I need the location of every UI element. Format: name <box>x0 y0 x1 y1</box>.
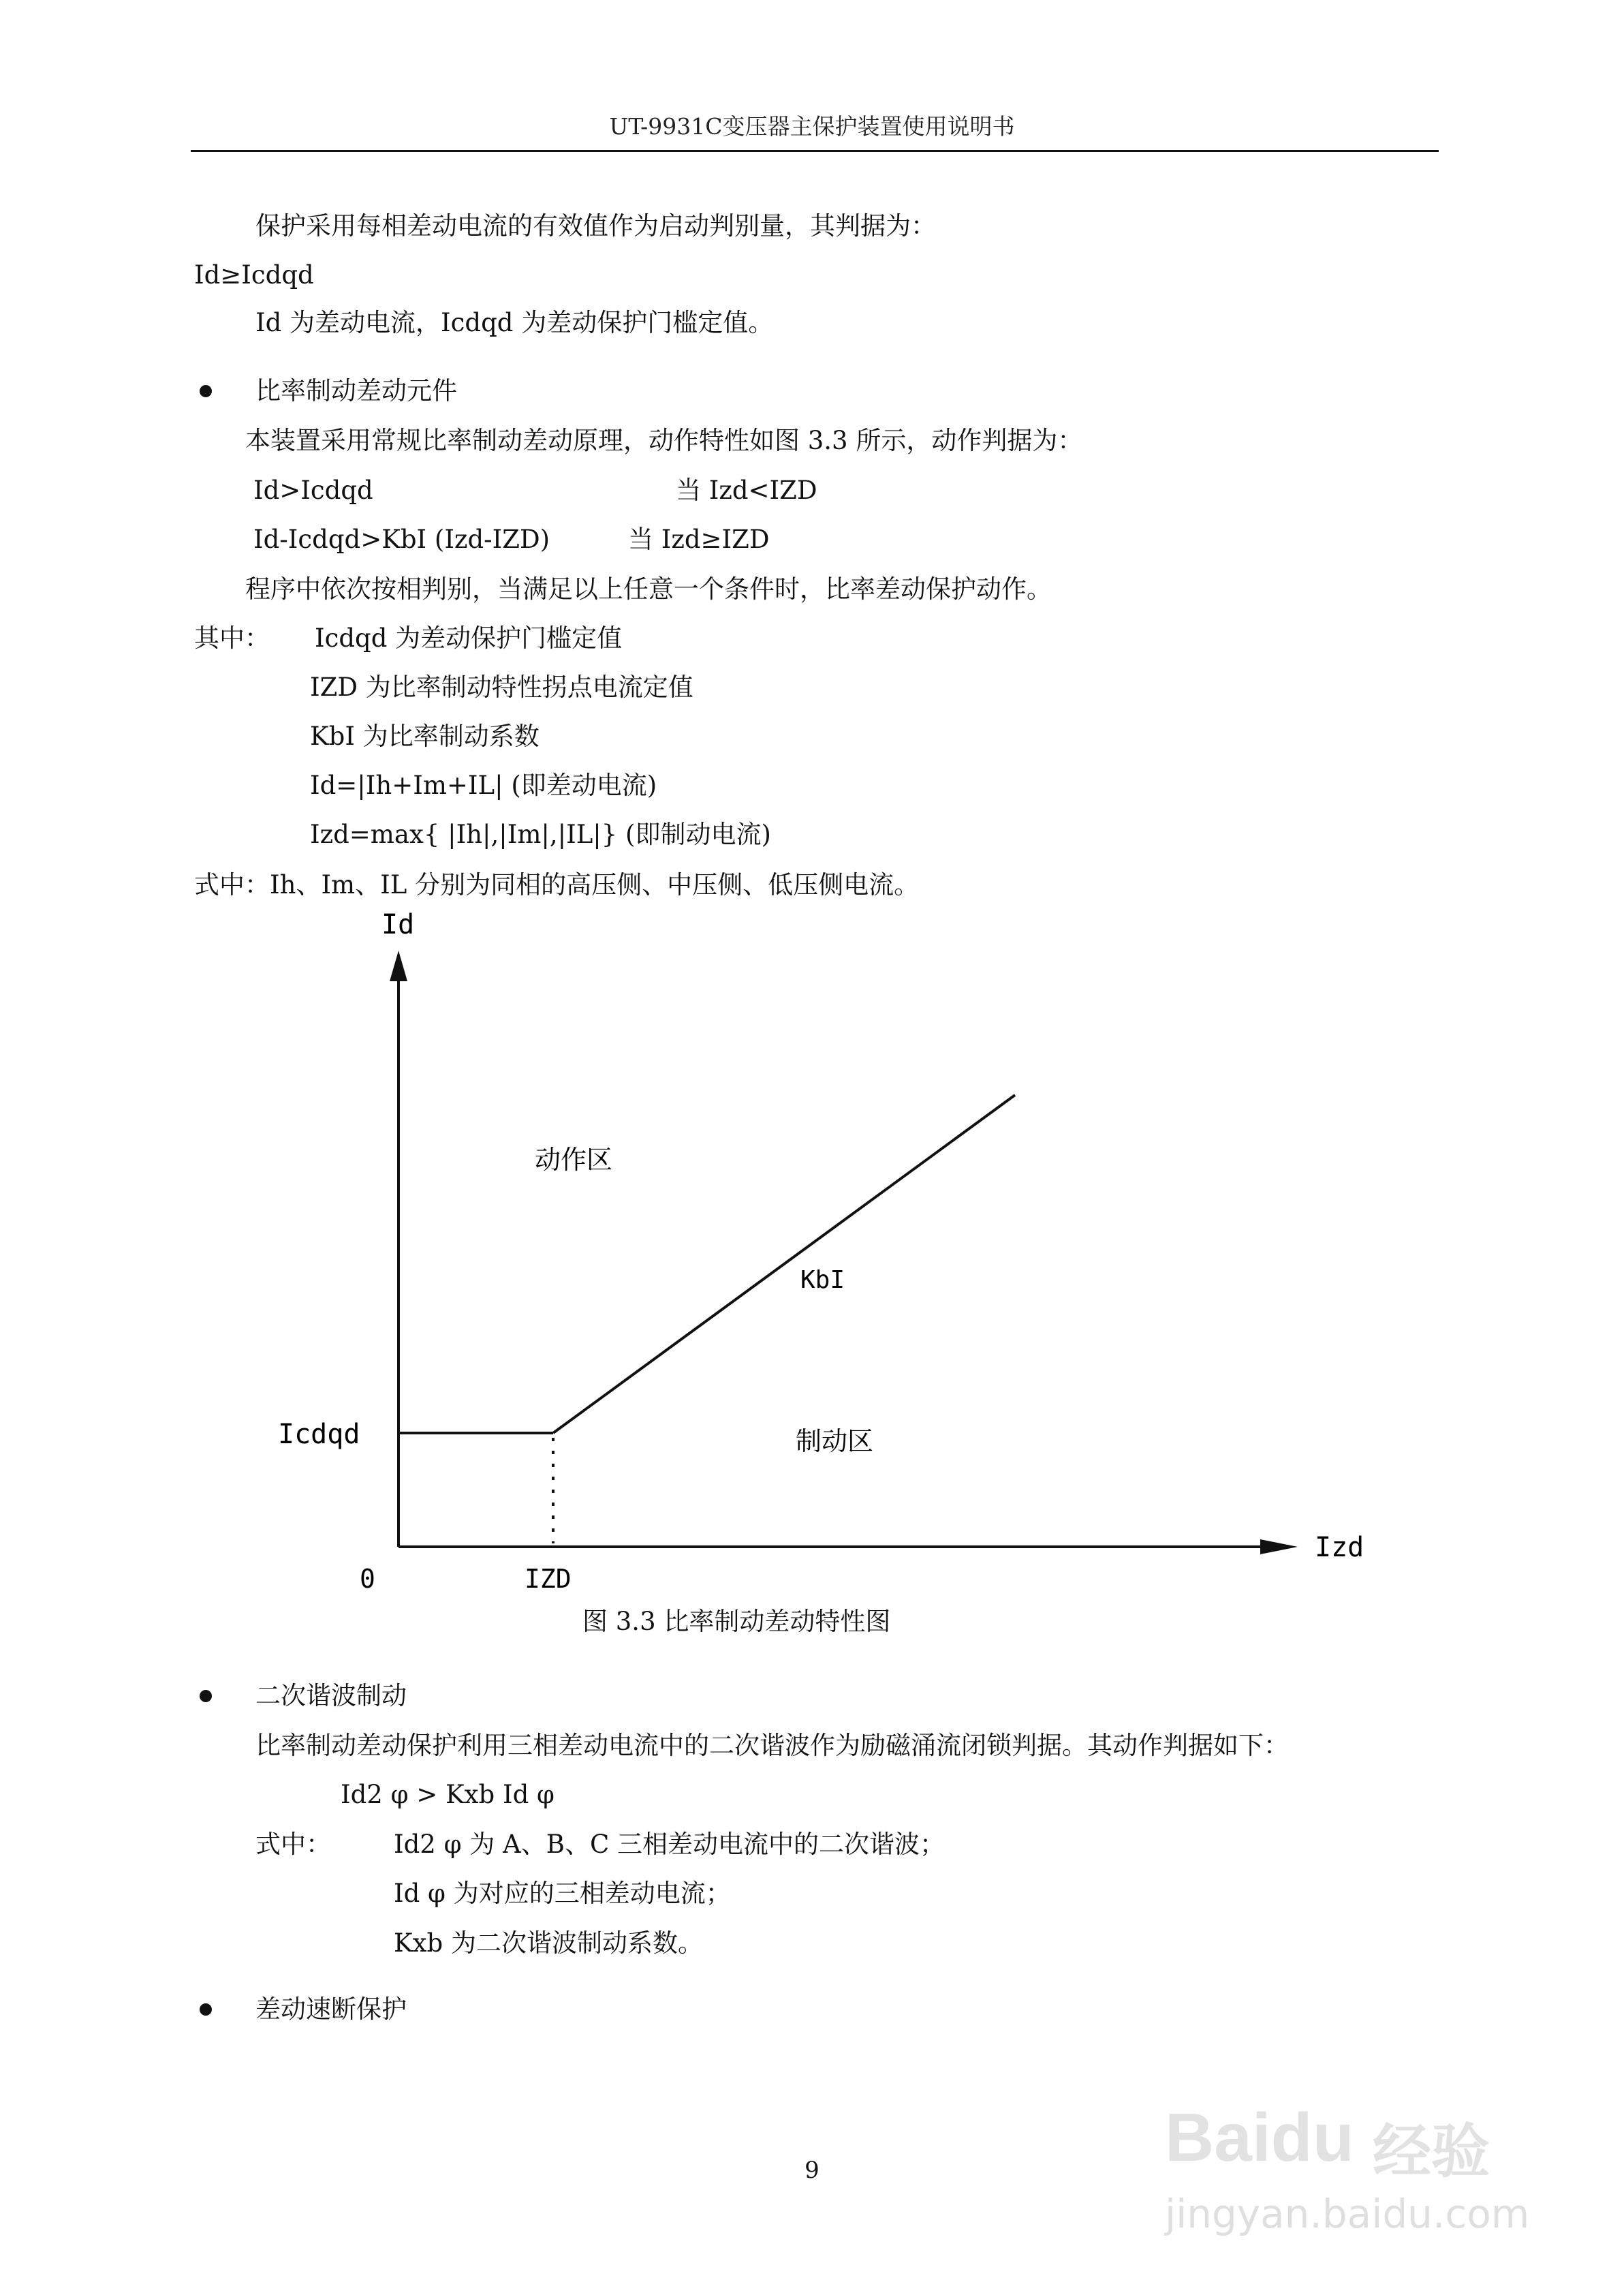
section1-desc: Id 为差动电流，Icdqd 为差动保护门槛定值。 <box>255 308 774 337</box>
figure-caption: 图 3.3 比率制动差动特性图 <box>582 1607 891 1636</box>
condition-1: Id>Icdqd <box>253 476 373 505</box>
slope-label: KbI <box>800 1266 845 1294</box>
x-axis-label: Izd <box>1315 1532 1364 1563</box>
section3-title: 二次谐波制动 <box>255 1681 407 1710</box>
action-zone-label: 动作区 <box>535 1145 613 1175</box>
slope-line <box>553 1095 1015 1433</box>
bullet-icon <box>200 2003 212 2016</box>
watermark-cn: 经验 <box>1373 2118 1490 2186</box>
section4-title: 差动速断保护 <box>255 1994 407 2024</box>
definition-item: Id2 φ 为 A、B、C 三相差动电流中的二次谐波； <box>394 1830 946 1859</box>
bullet-icon <box>200 1690 212 1702</box>
page-header-title: UT-9931C变压器主保护装置使用说明书 <box>609 113 1015 140</box>
page-number: 9 <box>805 2157 819 2184</box>
definition-item: Kxb 为二次谐波制动系数。 <box>394 1928 703 1958</box>
y-axis-label: Id <box>381 909 415 940</box>
condition-1-when: 当 Izd<IZD <box>676 476 817 505</box>
definition-item: Icdqd 为差动保护门槛定值 <box>315 623 623 653</box>
x-axis-arrow-icon <box>1260 1539 1298 1554</box>
izd-label: IZD <box>525 1564 572 1594</box>
section1-intro: 保护采用每相差动电流的有效值作为启动判别量，其判据为： <box>255 211 936 241</box>
condition-2: Id-Icdqd>KbI (Izd-IZD) <box>253 525 550 554</box>
origin-label: 0 <box>360 1564 375 1594</box>
section3-formula: Id2 φ > Kxb Id φ <box>341 1780 555 1809</box>
restraint-zone-label: 制动区 <box>796 1426 874 1456</box>
definition-item: Id=|Ih+Im+IL| (即差动电流) <box>310 771 657 800</box>
section3-where-label: 式中： <box>255 1830 331 1859</box>
section2-title: 比率制动差动元件 <box>255 376 457 405</box>
watermark-url: jingyan.baidu.com <box>1165 2191 1530 2237</box>
definition-item: Id φ 为对应的三相差动电流； <box>394 1879 731 1908</box>
icdqd-label: Icdqd <box>278 1419 360 1450</box>
section3-intro: 比率制动差动保护利用三相差动电流中的二次谐波作为励磁涌流闭锁判据。其动作判据如下： <box>255 1731 1289 1760</box>
section2-intro: 本装置采用常规比率制动差动原理，动作特性如图 3.3 所示，动作判据为： <box>245 426 1083 455</box>
formula-note: 式中：Ih、Im、IL 分别为同相的高压侧、中压侧、低压侧电流。 <box>194 870 920 899</box>
y-axis-arrow-icon <box>390 951 407 981</box>
condition-2-when: 当 Izd≥IZD <box>628 525 770 554</box>
section2-program: 程序中依次按相判别，当满足以上任意一个条件时，比率差动保护动作。 <box>245 574 1052 604</box>
definition-item: Izd=max{ |Ih|,|Im|,|IL|} (即制动电流) <box>310 820 771 849</box>
definition-item: KbI 为比率制动系数 <box>310 722 540 751</box>
definition-item: IZD 为比率制动特性拐点电流定值 <box>310 673 693 702</box>
where-label: 其中： <box>194 623 270 653</box>
watermark-brand: Baidu <box>1165 2099 1354 2176</box>
section1-formula: Id≥Icdqd <box>194 260 314 290</box>
